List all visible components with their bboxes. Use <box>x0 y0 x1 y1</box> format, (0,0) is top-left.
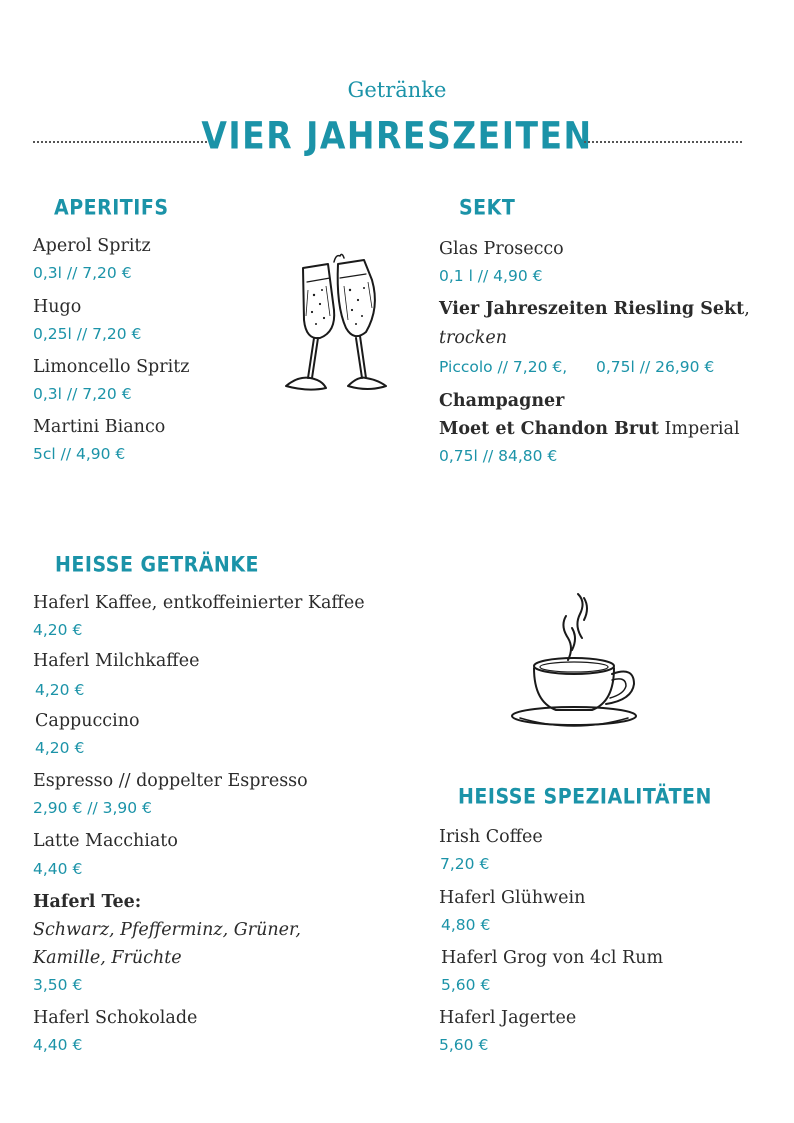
chocolate-price: 4,40 € <box>33 1036 83 1054</box>
tea-label: Haferl Tee: <box>33 892 142 912</box>
aperitif-name: Hugo <box>33 297 82 317</box>
aperitif-price: 0,25l // 7,20 € <box>33 325 142 343</box>
special-price: 5,60 € <box>441 976 491 994</box>
champagne-heading-label: Champagner <box>439 391 565 411</box>
hot-drink-name: Haferl Kaffee, entkoffeinierter Kaffee <box>33 593 365 613</box>
aperitif-name: Limoncello Spritz <box>33 357 190 377</box>
hot-drink-price: 4,40 € <box>33 860 83 878</box>
riesling-sekt-comma: , <box>744 299 750 319</box>
hot-drink-price: 2,90 € // 3,90 € <box>33 799 152 817</box>
champagne-name <box>439 419 740 439</box>
hot-drink-price: 4,20 € <box>35 681 85 699</box>
tea-price: 3,50 € <box>33 976 83 994</box>
riesling-sekt-note: trocken <box>439 328 507 348</box>
prosecco-name: Glas Prosecco <box>439 239 564 259</box>
hot-drink-name: Latte Macchiato <box>33 831 178 851</box>
special-price: 5,60 € <box>439 1036 489 1054</box>
menu-subtitle: Getränke <box>347 78 447 102</box>
aperitif-price: 0,3l // 7,20 € <box>33 264 132 282</box>
riesling-sekt-price-bottle: 0,75l // 26,90 € <box>596 358 715 376</box>
aperitifs-heading: APERITIFS <box>54 196 169 221</box>
aperitif-price: 0,3l // 7,20 € <box>33 385 132 403</box>
riesling-sekt-price-piccolo: Piccolo // 7,20 €, <box>439 358 568 376</box>
hot-specials-heading: HEISSE SPEZIALITÄTEN <box>458 785 712 810</box>
chocolate-name: Haferl Schokolade <box>33 1008 198 1028</box>
riesling-sekt-label: Vier Jahreszeiten Riesling Sekt <box>439 299 745 319</box>
title-rule-right <box>584 141 742 143</box>
special-name: Irish Coffee <box>439 827 543 847</box>
hot-drink-name: Espresso // doppelter Espresso <box>33 771 308 791</box>
tea-name <box>33 892 141 912</box>
tea-varieties: Schwarz, Pfefferminz, Grüner, <box>33 920 301 940</box>
special-name: Haferl Grog von 4cl Rum <box>441 948 664 968</box>
aperitif-name: Aperol Spritz <box>33 236 151 256</box>
hot-drink-name: Cappuccino <box>35 711 140 731</box>
special-price: 4,80 € <box>441 916 491 934</box>
hot-drink-name: Haferl Milchkaffee <box>33 651 200 671</box>
special-name: Haferl Jagertee <box>439 1008 577 1028</box>
sekt-heading: SEKT <box>459 196 516 221</box>
champagne-heading <box>439 391 564 411</box>
hot-drink-price: 4,20 € <box>35 739 85 757</box>
tea-varieties: Kamille, Früchte <box>33 948 182 968</box>
coffee-cup-icon <box>506 590 642 732</box>
prosecco-price: 0,1 l // 4,90 € <box>439 267 543 285</box>
aperitif-price: 5cl // 4,90 € <box>33 445 126 463</box>
menu-title: VIER JAHRESZEITEN <box>201 113 593 158</box>
champagne-glasses-icon <box>278 250 390 398</box>
aperitif-name: Martini Bianco <box>33 417 166 437</box>
hot-drink-price: 4,20 € <box>33 621 83 639</box>
champagne-price: 0,75l // 84,80 € <box>439 447 558 465</box>
special-name: Haferl Glühwein <box>439 888 586 908</box>
riesling-sekt-name <box>439 299 750 319</box>
champagne-suffix: Imperial <box>664 419 740 439</box>
champagne-brand: Moet et Chandon Brut <box>439 419 659 439</box>
hot-drinks-heading: HEISSE GETRÄNKE <box>55 553 260 578</box>
special-price: 7,20 € <box>440 855 490 873</box>
